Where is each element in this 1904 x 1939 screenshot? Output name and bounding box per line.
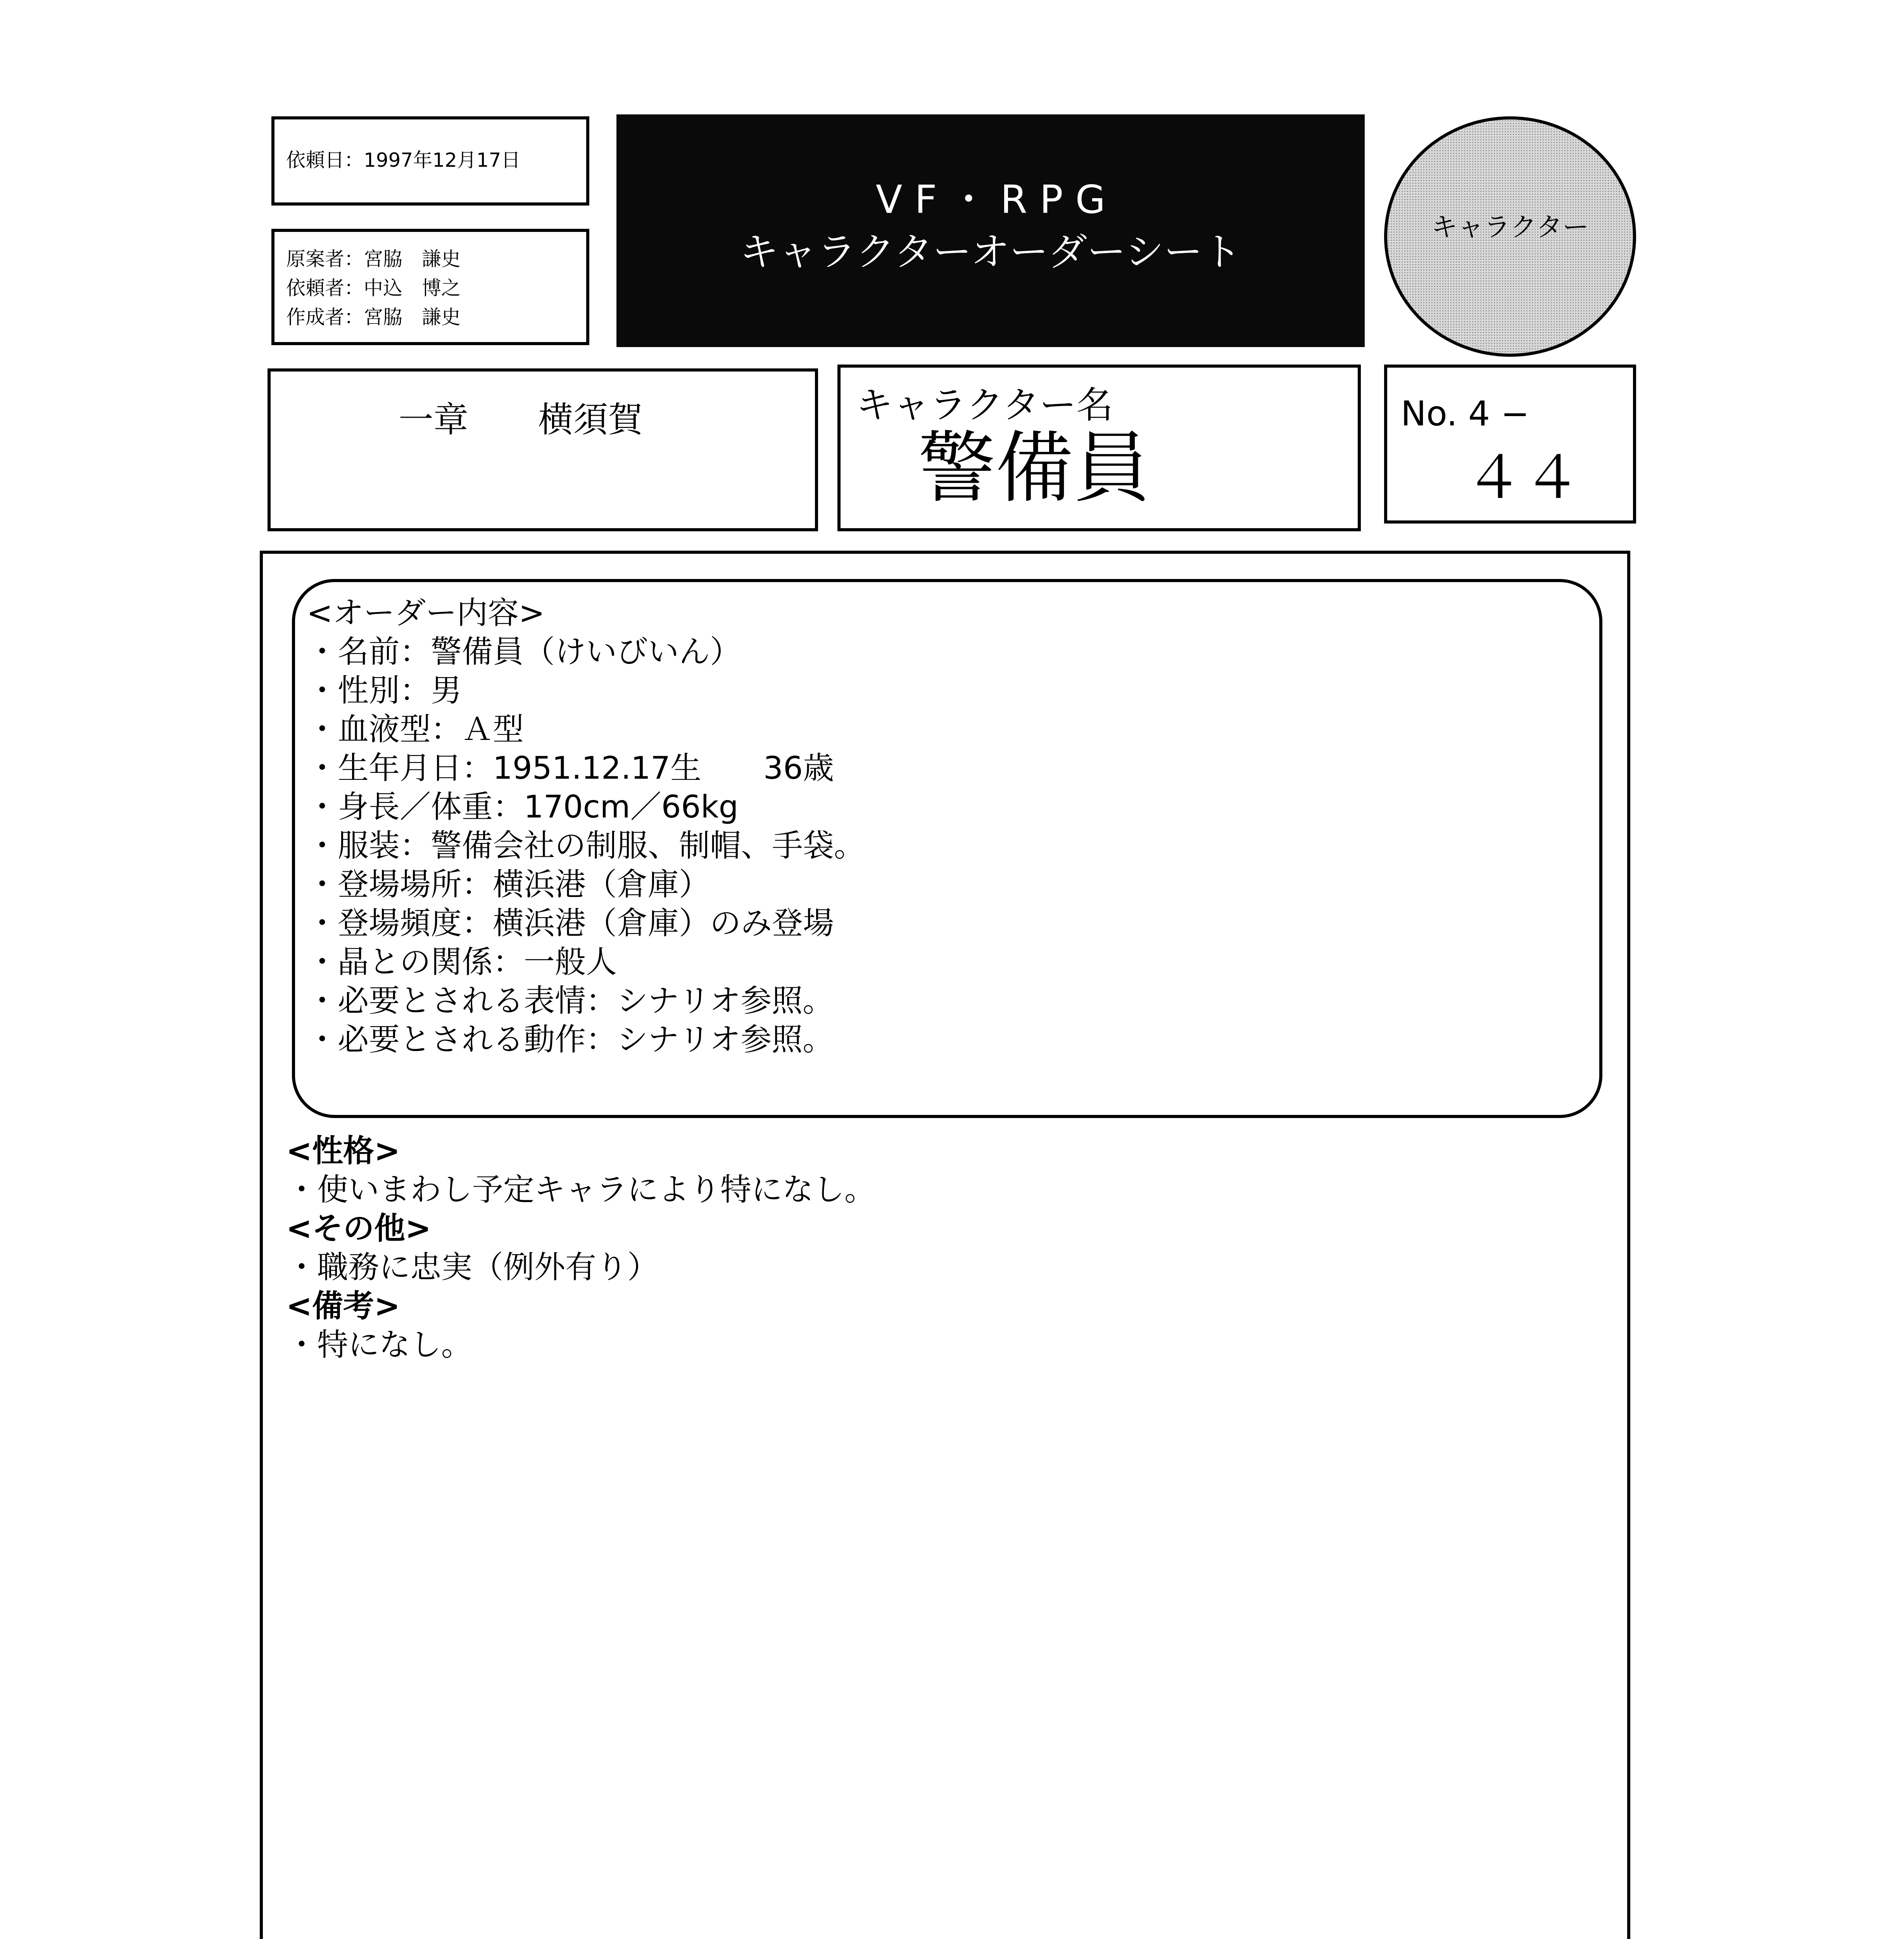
character-name: 警備員 (918, 423, 1151, 513)
chapter-title: 一章 横須賀 (399, 399, 643, 440)
title-line1: V F ・ R P G (875, 177, 1106, 222)
title-banner (616, 114, 1365, 347)
request-date-box (271, 116, 589, 206)
category-badge-label: キャラクター (1431, 212, 1589, 243)
order-item-relationship: ・晶との関係：一般人 (307, 944, 617, 980)
order-item-clothing: ・服装：警備会社の制服、制帽、手袋。 (307, 828, 865, 864)
other-heading: <その他> (286, 1210, 432, 1246)
credit-requester: 依頼者：中込 博之 (286, 277, 461, 299)
remarks-heading: <備考> (286, 1288, 400, 1324)
order-item-name: ・名前：警備員（けいびいん） (307, 634, 741, 670)
credit-originator: 原案者：宮脇 謙史 (286, 248, 461, 270)
personality-heading: <性格> (286, 1133, 400, 1169)
order-item-frequency: ・登場頻度：横浜港（倉庫）のみ登場 (307, 905, 834, 941)
order-heading: <オーダー内容> (307, 595, 545, 631)
other-text: ・職務に忠実（例外有り） (286, 1249, 658, 1285)
order-item-location: ・登場場所：横浜港（倉庫） (307, 866, 710, 902)
order-item-blood-type: ・血液型：Ａ型 (307, 711, 524, 747)
character-name-box (837, 365, 1361, 531)
character-name-label: キャラクター名 (856, 384, 1113, 427)
personality-text: ・使いまわし予定キャラにより特になし。 (286, 1172, 875, 1208)
order-item-expressions: ・必要とされる表情：シナリオ参照。 (307, 983, 834, 1019)
order-item-gender: ・性別：男 (307, 672, 462, 709)
title-line2: キャラクターオーダーシート (740, 229, 1241, 275)
remarks-text: ・特になし。 (286, 1327, 472, 1363)
number-label: No. 4 − (1401, 394, 1529, 434)
chapter-box (268, 368, 818, 531)
number-box (1384, 365, 1636, 524)
order-item-motions: ・必要とされる動作：シナリオ参照。 (307, 1021, 834, 1058)
category-badge (1384, 116, 1636, 357)
credit-creator: 作成者：宮脇 謙史 (286, 306, 461, 328)
order-item-birthdate: ・生年月日：1951.12.17生 36歳 (307, 750, 834, 786)
order-item-height-weight: ・身長／体重：170cm／66kg (307, 789, 739, 825)
request-date: 依頼日：1997年12月17日 (286, 149, 521, 171)
order-panel (292, 579, 1602, 1118)
credits-box (271, 229, 589, 345)
number-value: ４４ (1465, 444, 1581, 512)
main-content-box (260, 551, 1630, 1939)
